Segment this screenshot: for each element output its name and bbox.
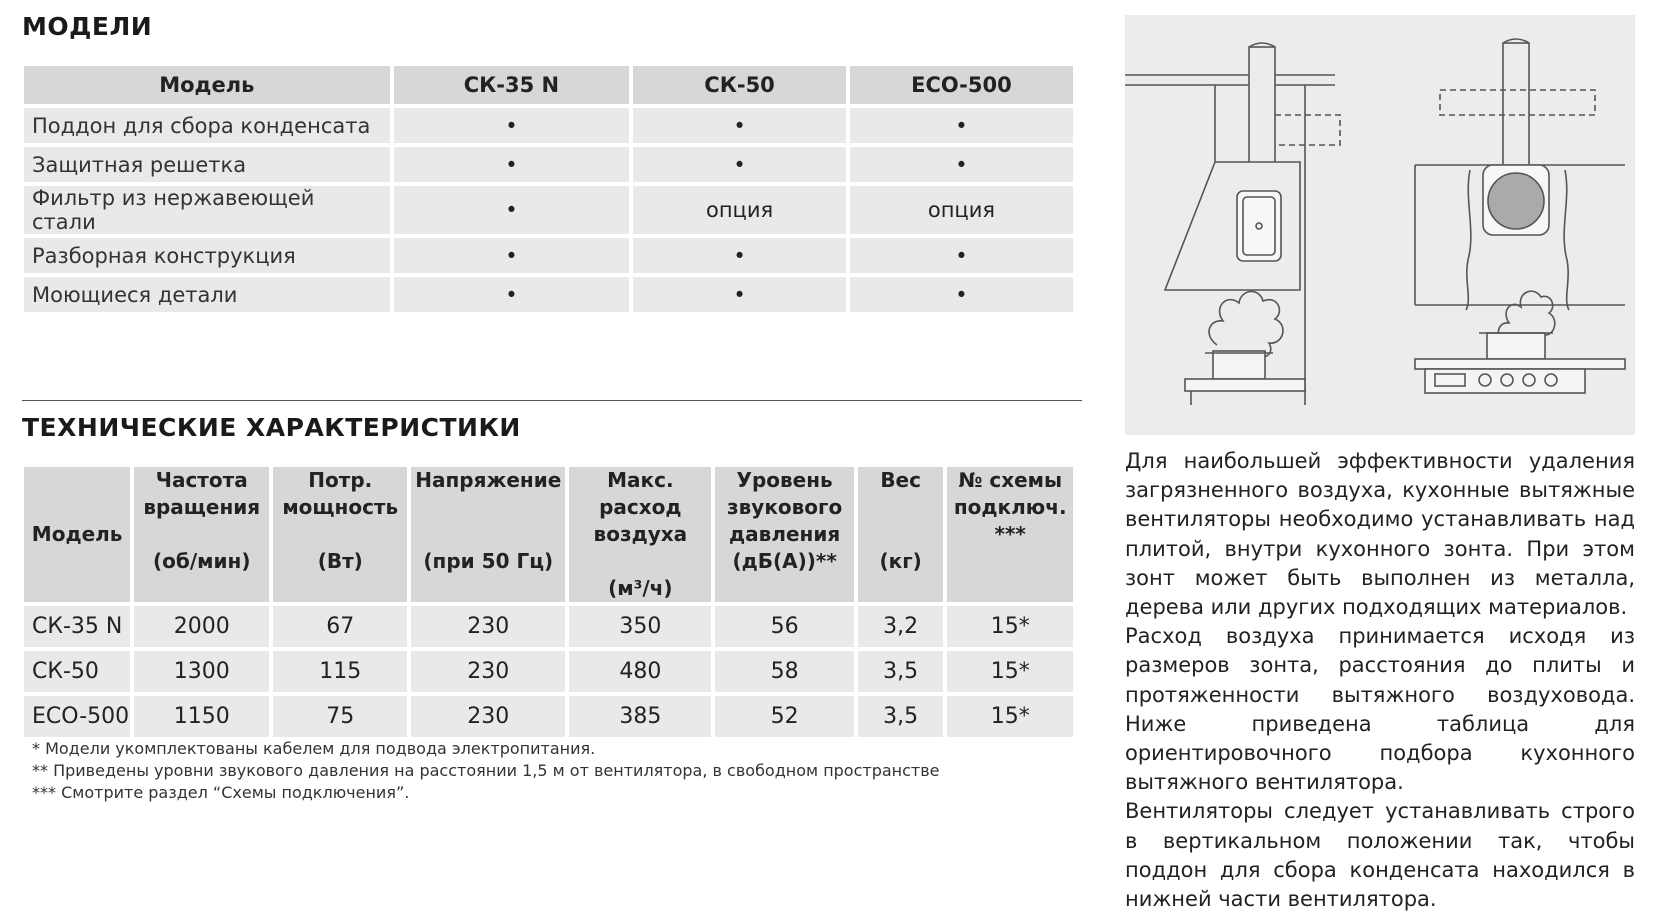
header-line: Потр. [308, 468, 373, 492]
header-unit: (дБ(А))** [732, 549, 837, 573]
cell-weight: 3,5 [858, 696, 944, 737]
header-unit: (м³/ч) [608, 576, 673, 600]
cell-power: 75 [273, 696, 407, 737]
table-row [24, 696, 1073, 737]
models-header-ck50: СК-50 [633, 66, 846, 104]
stove-left [1185, 379, 1305, 391]
hood-wavy [1466, 170, 1471, 310]
cell-noise: 56 [715, 606, 854, 647]
table-row [24, 108, 1073, 143]
header-line: звукового [727, 495, 843, 519]
feature-value: • [394, 186, 630, 234]
models-title: МОДЕЛИ [22, 12, 153, 41]
feature-label: Защитная решетка [24, 147, 390, 182]
feature-value: • [633, 277, 846, 312]
hood-wavy [1564, 170, 1569, 310]
feature-label: Моющиеся детали [24, 277, 390, 312]
cell-voltage: 230 [411, 606, 565, 647]
header-line: № схемы [958, 468, 1063, 492]
feature-value: опция [633, 186, 846, 234]
cell-voltage: 230 [411, 651, 565, 692]
footnote: * Модели укомплектованы кабелем для подвода электропитания. [32, 739, 596, 758]
header-line: вращения [143, 495, 261, 519]
feature-value: • [850, 277, 1073, 312]
paragraph: Для наибольшей эффективности удаления загрязненного воздуха, кухонные вытяжные вентиляторы необходимо устанавливать над плитой, внутри кухонного зонта. При этом зонт может быть выполнен из металла, дерева или других подходящих материалов. [1125, 449, 1635, 620]
pot-right [1487, 333, 1545, 359]
header-line: Вес [880, 468, 921, 492]
cell-airflow: 385 [569, 696, 711, 737]
feature-value: • [394, 108, 630, 143]
installation-diagram [1125, 15, 1635, 435]
cell-rpm: 1150 [134, 696, 269, 737]
tech-header-voltage [411, 467, 565, 602]
cell-power: 115 [273, 651, 407, 692]
cell-voltage: 230 [411, 696, 565, 737]
feature-value: • [633, 108, 846, 143]
footnote: *** Смотрите раздел “Схемы подключения”. [32, 783, 410, 802]
description-text [1125, 447, 1635, 914]
models-header-model: Модель [24, 66, 390, 104]
pot-left [1213, 351, 1265, 379]
paragraph: Вентиляторы следует устанавливать строго в вертикальном положении так, чтобы поддон для сбора конденсата находился в нижней части вентилятора. [1125, 799, 1635, 912]
header-line [415, 494, 561, 521]
feature-value: опция [850, 186, 1073, 234]
dashed-duct [1275, 115, 1340, 145]
header-line: воздуха [593, 522, 688, 546]
header-unit: (кг) [879, 549, 922, 573]
table-row [24, 238, 1073, 273]
feature-value: • [394, 147, 630, 182]
header-line: Модель [31, 522, 123, 546]
feature-value: • [633, 147, 846, 182]
feature-value: • [850, 147, 1073, 182]
feature-value: • [850, 238, 1073, 273]
tech-table [20, 463, 1077, 741]
tech-header-airflow [569, 467, 711, 602]
cell-noise: 58 [715, 651, 854, 692]
stove-panel-right [1425, 369, 1585, 393]
header-line: Макс. расход [599, 468, 682, 519]
tech-title: ТЕХНИЧЕСКИЕ ХАРАКТЕРИСТИКИ [22, 413, 521, 442]
models-header-row [24, 66, 1073, 104]
paragraph: Расход воздуха принимается исходя из размеров зонта, расстояния до плиты и протяженности вытяжного воздуховода. Ниже приведена таблица для ориентировочного подбора кухонного вытяжного вентилятора. [1125, 624, 1635, 795]
cell-noise: 52 [715, 696, 854, 737]
fan-grille [1488, 173, 1544, 229]
tech-header-weight [858, 467, 944, 602]
stove-top-right [1415, 359, 1625, 369]
tech-header-model [24, 467, 130, 602]
cell-rpm: 1300 [134, 651, 269, 692]
header-line [862, 494, 940, 521]
footnotes [32, 738, 940, 804]
feature-value: • [394, 238, 630, 273]
header-line: давления [729, 522, 841, 546]
models-table [20, 62, 1077, 316]
header-unit: (Вт) [317, 549, 363, 573]
header-line: Уровень [736, 468, 833, 492]
header-line: подключ. [953, 495, 1067, 519]
header-unit: (об/мин) [153, 549, 251, 573]
installation-illustration [1125, 15, 1635, 435]
cell-airflow: 350 [569, 606, 711, 647]
header-line: мощность [282, 495, 399, 519]
header-unit: (при 50 Гц) [423, 549, 554, 573]
feature-value: • [394, 277, 630, 312]
cell-power: 67 [273, 606, 407, 647]
table-row [24, 606, 1073, 647]
models-header-ck35n: СК-35 N [394, 66, 630, 104]
cell-weight: 3,5 [858, 651, 944, 692]
tech-header-scheme [947, 467, 1073, 602]
header-line: *** [994, 522, 1026, 546]
header-line: Частота [155, 468, 248, 492]
tech-header-power [273, 467, 407, 602]
feature-label: Разборная конструкция [24, 238, 390, 273]
cell-rpm: 2000 [134, 606, 269, 647]
table-row [24, 651, 1073, 692]
section-divider [22, 400, 1082, 401]
feature-label: Фильтр из нержавеющей стали [24, 186, 390, 234]
cell-scheme: 15* [947, 651, 1073, 692]
feature-label: Поддон для сбора конденсата [24, 108, 390, 143]
models-header-eco500: ECO-500 [850, 66, 1073, 104]
table-row [24, 186, 1073, 234]
cell-model: СК-35 N [24, 606, 130, 647]
table-row [24, 277, 1073, 312]
steam-left [1209, 291, 1283, 357]
feature-value: • [850, 108, 1073, 143]
footnote: ** Приведены уровни звукового давления на расстоянии 1,5 м от вентилятора, в свободном пространстве [32, 761, 940, 780]
cell-airflow: 480 [569, 651, 711, 692]
cell-scheme: 15* [947, 696, 1073, 737]
cell-model: СК-50 [24, 651, 130, 692]
cell-weight: 3,2 [858, 606, 944, 647]
tech-header-noise [715, 467, 854, 602]
cell-scheme: 15* [947, 606, 1073, 647]
table-row [24, 147, 1073, 182]
feature-value: • [633, 238, 846, 273]
cell-model: ECO-500 [24, 696, 130, 737]
tech-header-row [24, 467, 1073, 602]
header-line: Напряжение [415, 468, 562, 492]
tech-header-rpm [134, 467, 269, 602]
